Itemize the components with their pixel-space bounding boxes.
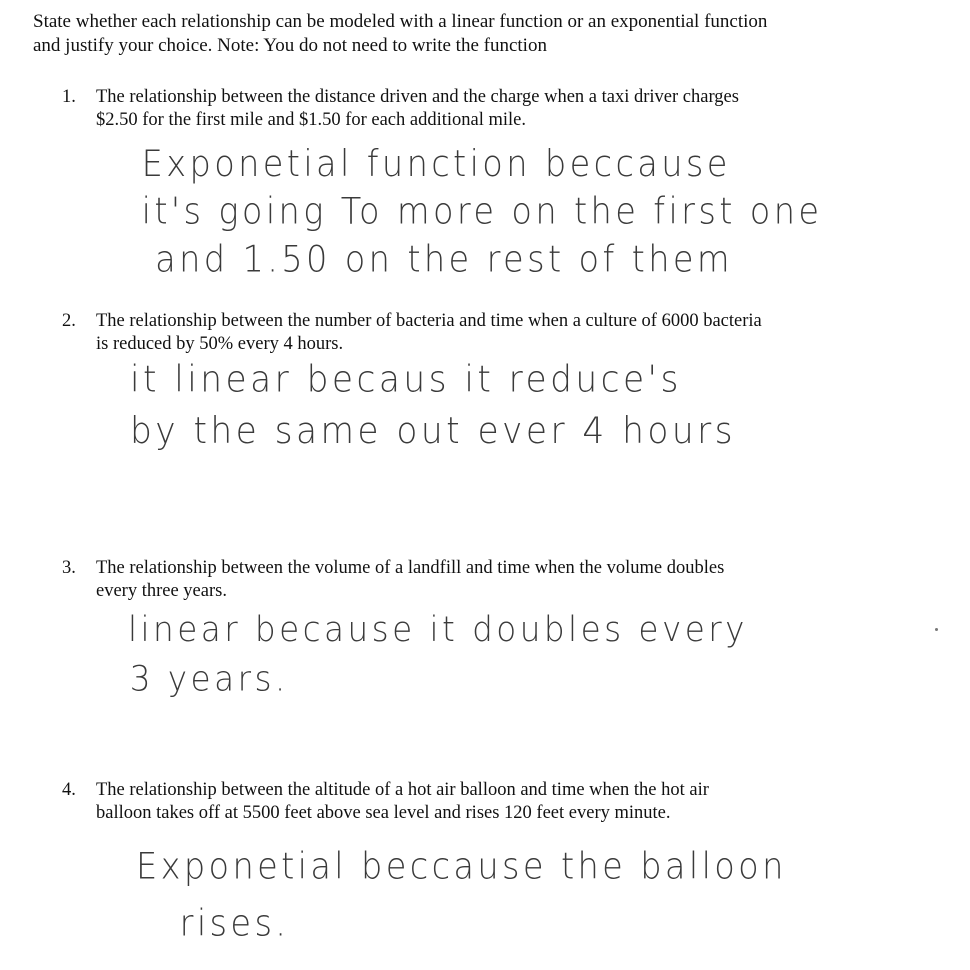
question-text-line: The relationship between the altitude of a hot air balloon and time when the hot air (96, 780, 709, 800)
question-text (96, 86, 916, 132)
instructions (33, 10, 913, 58)
question-text-line: The relationship between the volume of a landfill and time when the volume doubles (96, 558, 725, 578)
question-text (96, 310, 916, 356)
question-number: 4. (62, 780, 76, 800)
question-text-line: balloon takes off at 5500 feet above sea level and rises 120 feet every minute. (96, 803, 671, 823)
answer-line: and 1.50 on the rest of them (155, 238, 733, 281)
answer-line: it's going To more on the first one (141, 190, 823, 233)
answer-line: rises. (179, 902, 290, 945)
question-text (96, 779, 916, 825)
answer-line: 3 years. (129, 658, 289, 699)
answer-line: linear because it doubles every (128, 608, 748, 650)
question-number: 1. (62, 87, 76, 107)
handwritten-answer-3 (128, 604, 748, 703)
answer-line: it linear becaus it reduce's (130, 358, 682, 401)
stray-pencil-mark (935, 628, 938, 631)
handwritten-answer-1 (140, 140, 822, 284)
handwritten-answer-2 (130, 354, 736, 457)
answer-line: by the same out ever 4 hours (130, 410, 737, 453)
question-text-line: The relationship between the number of bacteria and time when a culture of 6000 bacteria (96, 311, 762, 331)
question-number: 3. (62, 558, 76, 578)
question-text-line: is reduced by 50% every 4 hours. (96, 334, 344, 354)
answer-line: Exponetial beccause the balloon (136, 845, 787, 888)
question-text-line: The relationship between the distance driven and the charge when a taxi driver charges (96, 87, 739, 107)
question-text-line: $2.50 for the first mile and $1.50 for each additional mile. (96, 110, 527, 130)
handwritten-answer-4 (136, 838, 787, 952)
question-text-line: every three years. (96, 581, 227, 601)
question-text (96, 557, 916, 603)
instructions-line-1: State whether each relationship can be modeled with a linear function or an exponential function (33, 11, 768, 32)
question-number: 2. (62, 311, 76, 331)
answer-line: Exponetial function beccause (141, 142, 731, 186)
instructions-line-2: and justify your choice. Note: You do not need to write the function (33, 35, 547, 56)
